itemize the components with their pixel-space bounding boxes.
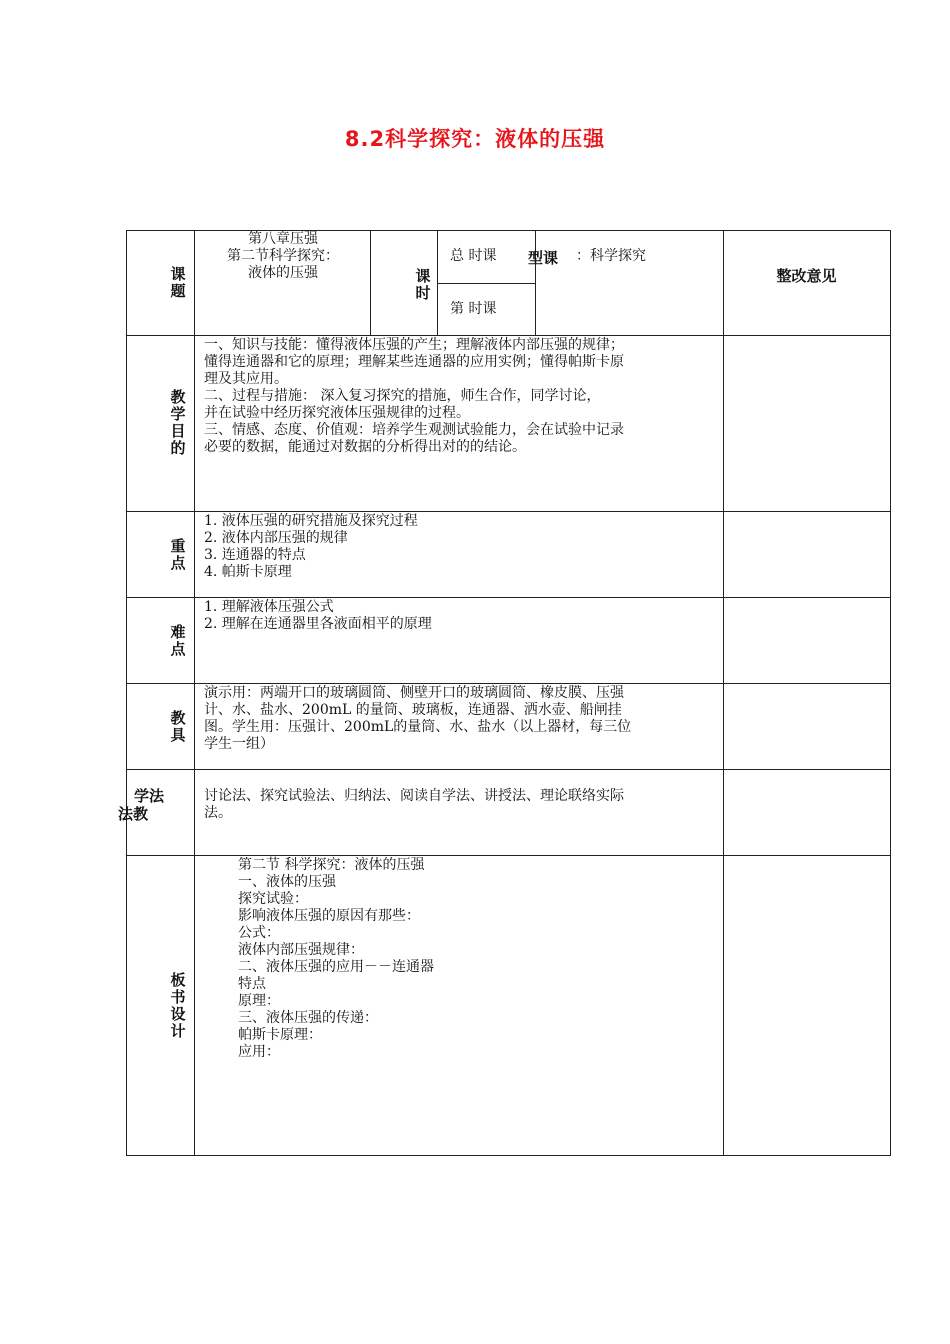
objectives-content: 一、知识与技能：懂得液体压强的产生；理解液体内部压强的规律； 懂得连通器和它的原理；理解某些连通器的应用实例；懂得帕斯卡原 理及其应用。 二、过程与措施： 深入复习探究的措施，师生合作，同学讨论， 并在试验中经历探究液体压强规律的过程。 三、情感、态度、价值观：培养学生观测试验能力，会在试验中记录 必要的数据，能通过对数据的分析得出对的的结论。 xyxy=(204,337,624,455)
difficulties-content: 1. 理解液体压强公式 2. 理解在连通器里各液面相平的原理 xyxy=(204,599,432,632)
table-border xyxy=(126,1155,891,1156)
table-border xyxy=(126,597,891,598)
methods-content: 讨论法、探究试验法、归纳法、阅读自学法、讲授法、理论联络实际 法。 xyxy=(204,788,624,821)
table-border xyxy=(890,230,891,1156)
lesson-type-value: ：科学探究 xyxy=(576,248,646,264)
period-label: 课 时 xyxy=(415,267,431,302)
objectives-label: 教 学 目 的 xyxy=(170,388,186,457)
key-points-content: 1. 液体压强的研究措施及探究过程 2. 液体内部压强的规律 3. 连通器的特点 4. 帕斯卡原理 xyxy=(204,513,418,580)
table-border xyxy=(126,855,891,856)
tools-label: 教 具 xyxy=(170,709,186,744)
table-border xyxy=(126,683,891,684)
table-border xyxy=(126,511,891,512)
table-border xyxy=(535,230,536,336)
revision-label: 整改意见 xyxy=(776,267,837,285)
topic-label: 课 题 xyxy=(170,265,186,300)
table-border xyxy=(723,230,724,1156)
topic-value: 第八章压强 第二节科学探究： 液体的压强 xyxy=(227,231,339,281)
lesson-type-label: 型课 xyxy=(528,249,559,267)
table-border xyxy=(437,230,438,336)
key-points-label: 重 点 xyxy=(170,537,186,572)
table-border xyxy=(126,230,127,1156)
period-number: 第 时课 xyxy=(450,301,497,317)
table-border xyxy=(437,283,535,284)
page-title: 8.2科学探究：液体的压强 xyxy=(344,127,606,151)
table-border xyxy=(126,769,891,770)
total-periods: 总 时课 xyxy=(450,248,497,264)
board-design-label: 板 书 设 计 xyxy=(170,971,186,1040)
table-border xyxy=(370,230,371,336)
board-design-content: 第二节 科学探究：液体的压强 一、液体的压强 探究试验： 影响液体压强的原因有那些： 公式： 液体内部压强规律： 二、液体压强的应用－－连通器 特点 原理： 三、液体压强的传递： 帕斯卡原理： 应用： xyxy=(238,857,434,1060)
table-border xyxy=(126,335,891,336)
tools-content: 演示用：两端开口的玻璃圆筒、侧壁开口的玻璃圆筒、橡皮膜、压强 计、水、盐水、200mL 的量筒、玻璃板，连通器、洒水壶、船闸挂 图。学生用：压强计、200mL的量筒、水、盐水（以上器材，每三位 学生一组） xyxy=(204,685,632,752)
methods-label: 学法 法教 xyxy=(118,787,165,823)
difficulties-label: 难 点 xyxy=(170,623,186,658)
table-border xyxy=(194,230,195,1156)
